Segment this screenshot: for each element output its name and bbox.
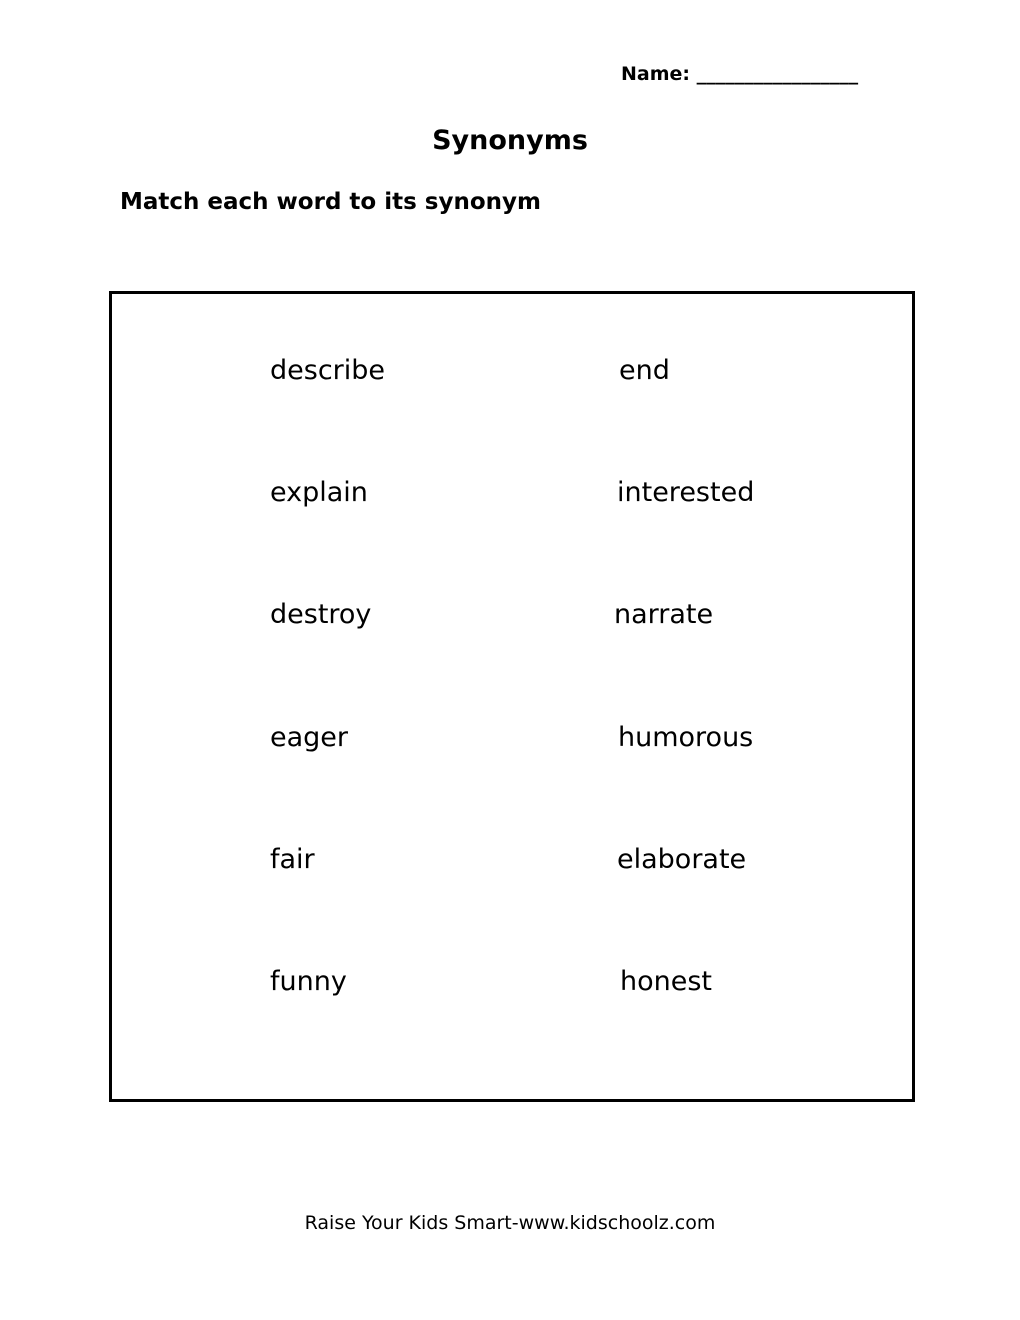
right-word: end [619, 355, 670, 386]
left-word: destroy [270, 599, 372, 630]
left-word: fair [270, 844, 315, 875]
right-word: humorous [618, 722, 754, 753]
matching-box [109, 291, 915, 1102]
right-word: narrate [614, 599, 714, 630]
right-word: elaborate [617, 844, 747, 875]
left-word: funny [270, 966, 347, 997]
page-title: Synonyms [432, 125, 588, 156]
left-word: eager [270, 722, 349, 753]
left-word: explain [270, 477, 368, 508]
name-field-label: Name: _________________ [621, 63, 859, 85]
footer-credit: Raise Your Kids Smart-www.kidschoolz.com [304, 1212, 716, 1234]
right-word: interested [617, 477, 755, 508]
left-word: describe [270, 355, 386, 386]
right-word: honest [620, 966, 713, 997]
instructions: Match each word to its synonym [120, 189, 541, 215]
